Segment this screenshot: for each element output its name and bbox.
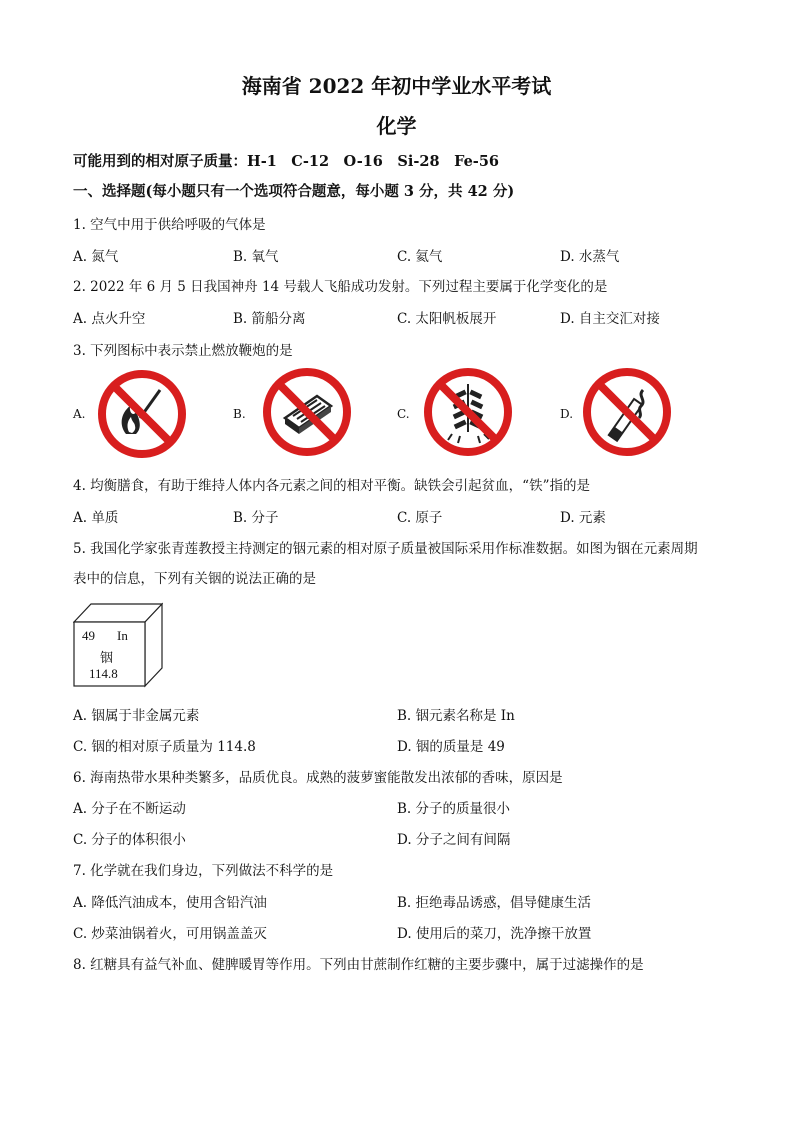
q1-option-a: A. 氮气 (73, 249, 119, 265)
q3-label-b: B. (233, 407, 246, 421)
no-open-flame-icon (96, 368, 188, 460)
q2-option-c: C. 太阳帆板展开 (397, 311, 497, 327)
subject-title: 化学 (376, 114, 417, 138)
no-firecrackers-icon (422, 366, 514, 458)
q2-option-d: D. 自主交汇对接 (560, 311, 660, 327)
element-atomic-number: 49 (82, 628, 95, 643)
question-4-stem: 4. 均衡膳食，有助于维持人体内各元素之间的相对平衡。缺铁会引起贫血，“铁”指的是 (73, 478, 590, 494)
no-smoking-icon (581, 366, 673, 458)
q2-option-a: A. 点火升空 (73, 311, 146, 327)
q4-option-a: A. 单质 (73, 510, 119, 526)
question-1-stem: 1. 空气中用于供给呼吸的气体是 (73, 217, 266, 233)
q6-option-d: D. 分子之间有间隔 (397, 832, 511, 848)
q4-option-c: C. 原子 (397, 510, 443, 526)
q5-option-a: A. 铟属于非金属元素 (73, 708, 200, 724)
q3-label-c: C. (397, 407, 410, 421)
q5-option-b: B. 铟元素名称是 In (397, 708, 515, 724)
no-matches-icon (261, 366, 353, 458)
q7-option-c: C. 炒菜油锅着火，可用锅盖盖灭 (73, 926, 267, 942)
element-symbol: In (117, 628, 128, 643)
q5-option-d: D. 铟的质量是 49 (397, 739, 505, 755)
q7-option-b: B. 拒绝毒品诱惑，倡导健康生活 (397, 895, 592, 911)
q4-option-b: B. 分子 (233, 510, 279, 526)
element-atomic-mass: 114.8 (89, 666, 118, 681)
q2-option-b: B. 箭船分离 (233, 311, 306, 327)
q6-option-c: C. 分子的体积很小 (73, 832, 186, 848)
question-6-stem: 6. 海南热带水果种类繁多，品质优良。成熟的菠萝蜜能散发出浓郁的香味，原因是 (73, 770, 563, 786)
question-3-stem: 3. 下列图标中表示禁止燃放鞭炮的是 (73, 343, 293, 359)
q7-option-d: D. 使用后的菜刀，洗净擦干放置 (397, 926, 592, 942)
section-heading: 一、选择题(每小题只有一个选项符合题意，每小题 3 分，共 42 分) (73, 183, 515, 200)
question-5-stem-line1: 5. 我国化学家张青莲教授主持测定的铟元素的相对原子质量被国际采用作标准数据。如图为铟在元素周期 (73, 541, 698, 557)
q4-option-d: D. 元素 (560, 510, 606, 526)
q5-option-c: C. 铟的相对原子质量为 114.8 (73, 739, 256, 755)
q3-label-a: A. (73, 407, 86, 421)
q6-option-a: A. 分子在不断运动 (73, 801, 186, 817)
q1-option-c: C. 氦气 (397, 249, 443, 265)
exam-title: 海南省 2022 年初中学业水平考试 (241, 74, 552, 98)
question-7-stem: 7. 化学就在我们身边，下列做法不科学的是 (73, 863, 334, 879)
q3-label-d: D. (560, 407, 574, 421)
element-name: 铟 (100, 650, 114, 665)
q1-option-b: B. 氧气 (233, 249, 279, 265)
question-2-stem: 2. 2022 年 6 月 5 日我国神舟 14 号载人飞船成功发射。下列过程主要属于化学变化的是 (73, 279, 608, 295)
q7-option-a: A. 降低汽油成本，使用含铅汽油 (73, 895, 267, 911)
question-5-stem-line2: 表中的信息，下列有关铟的说法正确的是 (73, 571, 316, 587)
question-8-stem: 8. 红糖具有益气补血、健脾暖胃等作用。下列由甘蔗制作红糖的主要步骤中，属于过滤操作的是 (73, 957, 644, 973)
element-card-indium (73, 602, 163, 688)
q6-option-b: B. 分子的质量很小 (397, 801, 511, 817)
q1-option-d: D. 水蒸气 (560, 249, 620, 265)
atomic-masses: 可能用到的相对原子质量：H-1 C-12 O-16 Si-28 Fe-56 (73, 153, 499, 170)
